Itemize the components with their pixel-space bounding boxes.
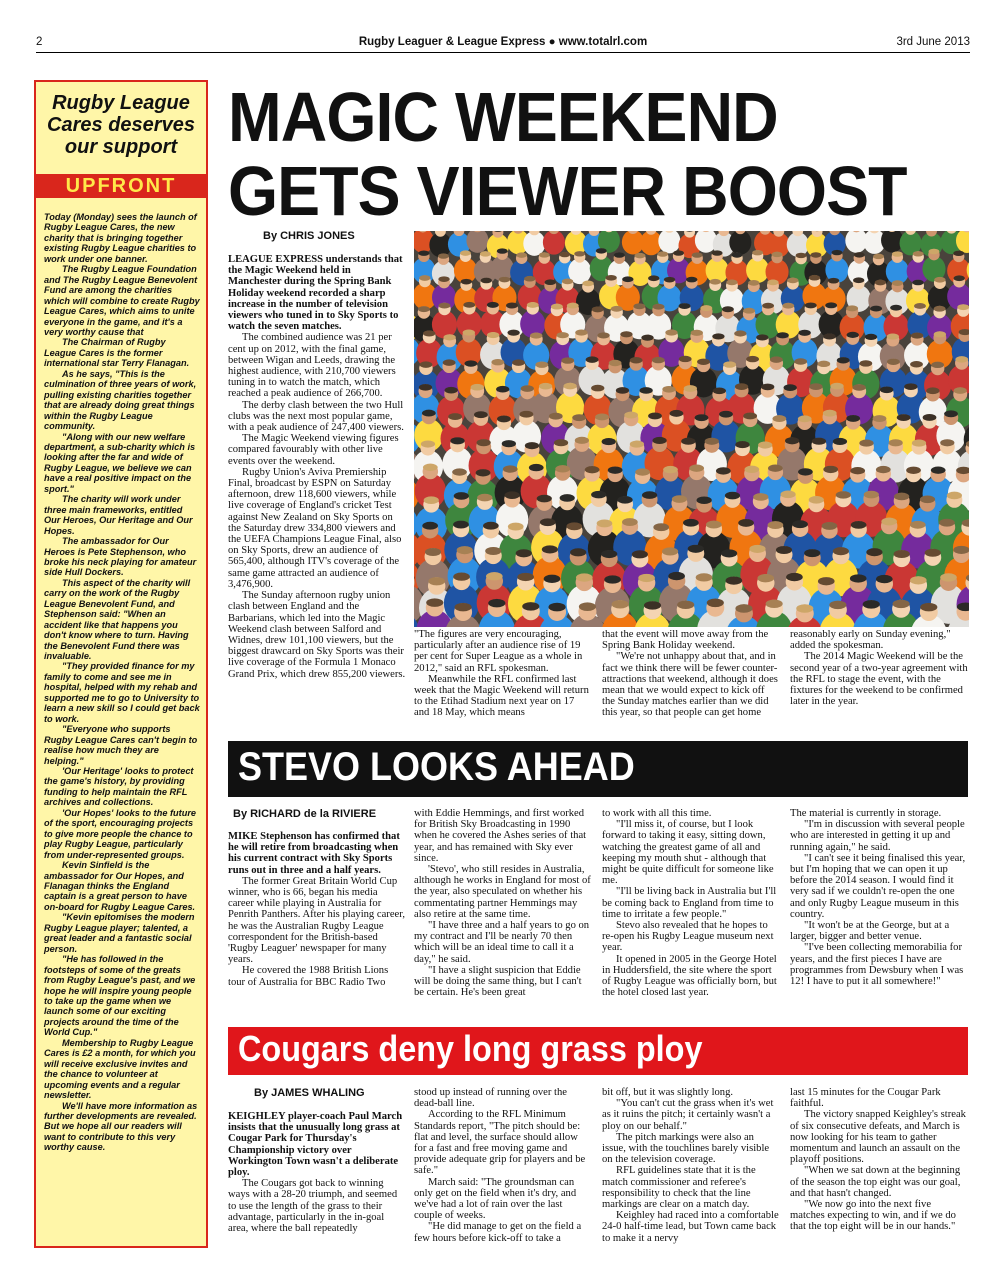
paragraph: Membership to Rugby League Cares is £2 a month, for which you will receive exclusive invites and the chance to volunteer at upcoming events and a regular newsletter. <box>44 1037 196 1101</box>
paragraph: The former Great Britain World Cup winner, who is 66, began his media career while playing in Australia for Penrith Panthers. After his playing career, he was the Australian Rugby League correspondent for the British-based 'Rugby Leaguer' newspaper for many years. <box>228 875 405 966</box>
article2-col3 <box>602 808 780 998</box>
cougars-banner <box>228 1027 968 1075</box>
paragraph: "Along with our new welfare department, a sub-charity which is looking after the far and wide of Rugby League, we believe we can have a real positive impact on the sport." <box>44 431 196 494</box>
article1-byline: By CHRIS JONES <box>263 230 355 242</box>
paragraph: bit off, but it was slightly long. <box>602 1087 734 1098</box>
article3-col4 <box>790 1087 968 1233</box>
paragraph: The 2014 Magic Weekend will be the second year of a two-year agreement with the RFL to stage the event, with the fixtures for the weekend to be confirmed later in the year. <box>790 651 968 708</box>
paragraph: "I'll be living back in Australia but I'll be coming back to England from time to time to irritate a few people." <box>602 886 777 920</box>
paragraph: 'Our Heritage' looks to protect the game's history, by providing funding to help maintain the RFL archives and collections. <box>44 766 194 808</box>
paragraph: 'Our Hopes' looks to the future of the sport, encouraging projects to give more people the chance to play Rugby League, particularly from under-represented groups. <box>44 807 197 860</box>
paragraph: with Eddie Hemmings, and first worked for British Sky Broadcasting in 1990 when he covered the Ashes series of that year, and has remained with Sky ever since. <box>414 808 587 864</box>
article3-byline: By JAMES WHALING <box>254 1087 365 1099</box>
paragraph: This aspect of the charity will carry on the work of the Rugby League Benevolent Fund, and Stephenson said: "When an accident like that happens you don't know where to turn. Having the Benevolent Fund there was invaluable. <box>44 577 191 662</box>
stevo-headline: STEVO LOOKS AHEAD <box>238 745 635 789</box>
paragraph: to work with all this time. <box>602 808 712 819</box>
headline-line-1: MAGIC WEEKEND <box>228 78 778 156</box>
paragraph: 'Stevo', who still resides in Australia, although he works in England for most of the year, also speculated on whether his commentating partner Hemmings may also retire at the same time. <box>414 864 591 920</box>
headline-line-2: GETS VIEWER BOOST <box>228 152 907 230</box>
paragraph: stood up instead of running over the dead-ball line. <box>414 1087 567 1110</box>
upfront-label: UPFRONT <box>34 174 208 198</box>
sidebar-title: Rugby League Cares deserves our support <box>47 92 195 158</box>
paragraph: He covered the 1988 British Lions tour of Australia for BBC Radio Two <box>228 965 389 988</box>
article1-col4 <box>790 629 968 707</box>
paragraph: "We're not unhappy about that, and in fact we think there will be fewer counter-attractions that weekend, although it does mean that we would expect to kick off the Sunday matches earlier than we did this year, so that people can get home <box>602 651 778 719</box>
paragraph: "I'm in discussion with several people who are interested in getting it up and running again," he said. <box>790 819 965 853</box>
paragraph: According to the RFL Minimum Standards report, "The pitch should be: flat and level, the surface should allow for a fast and free moving game and provide adequate grip for players and be safe." <box>414 1109 586 1177</box>
issue-date: 3rd June 2013 <box>896 36 970 48</box>
article1-col3 <box>602 629 780 719</box>
paragraph: last 15 minutes for the Cougar Park faithful. <box>790 1087 941 1110</box>
paragraph: "I'll miss it, of course, but I look forward to taking it easy, sitting down, watching the greatest game of all and keeping my mouth shut - although that might be quite difficult for someone like me. <box>602 819 774 887</box>
article1-col1-body <box>228 332 406 679</box>
paragraph: "I have three and a half years to go on my contract and I'll be nearly 70 then which will be an ideal time to call it a day," he said. <box>414 920 590 965</box>
paragraph: March said: "The groundsman can only get on the field when it's dry, and we've had a lot of rain over the last couple of weeks. <box>414 1176 577 1222</box>
article1-col2 <box>414 629 592 719</box>
paragraph: It opened in 2005 in the George Hotel in Huddersfield, the site where the sport of Rugby League was officially born, but the hotel closed last year. <box>602 953 777 999</box>
paragraph: Today (Monday) sees the launch of Rugby League Cares, the new charity that is bringing together existing Rugby League charities to work under one banner. <box>44 212 197 264</box>
paragraph: "When we sat down at the beginning of the season the top eight was our goal, and that hasn't changed. <box>790 1165 961 1199</box>
paragraph: "I have a slight suspicion that Eddie will be doing the same thing, but I can't be certain. He's been great <box>414 964 582 999</box>
article2-col4 <box>790 808 968 987</box>
paragraph: "They provided finance for my family to come and see me in hospital, helped with my rehab and supported me to go to University to learn a new skill so I could get back to work. <box>44 661 200 724</box>
crowd-photo-image <box>414 231 969 627</box>
article2-col1 <box>228 831 406 988</box>
paragraph: "We now go into the next five matches expecting to win, and if we do that the top eight will be in our hands." <box>790 1199 956 1233</box>
paragraph: "Everyone who supports Rugby League Cares can't begin to realise how much they are helping." <box>44 724 198 766</box>
paragraph: We'll have more information as further developments are revealed. But we hope all our readers will want to contribute to this very worthy cause. <box>44 1100 198 1153</box>
paragraph: "The figures are very encouraging, particularly after an audience rise of 19 per cent for Super League as a whole in 2012," said an RFL spokesman. <box>414 629 583 674</box>
paragraph: that the event will move away from the Spring Bank Holiday weekend. <box>602 629 769 652</box>
paragraph: "He has followed in the footsteps of some of the greats from Rugby League's past, and we hope he will inspire young people to take up the game when we launch some of our exciting projects around the time of the World Cup." <box>44 954 196 1038</box>
paragraph: The derby clash between the two Hull clubs was the next most popular game, with a peak audience of 247,400 viewers. <box>228 399 404 434</box>
paragraph: Keighley had raced into a comfortable 24-0 half-time lead, but Town came back to make it a nervy <box>602 1210 779 1244</box>
paragraph: The Magic Weekend viewing figures compared favourably with other live events over the weekend. <box>228 433 399 467</box>
paragraph: RFL guidelines state that it is the match commissioner and referee's responsibility to check that the line markings are clear on a match day. <box>602 1165 756 1211</box>
article1-lead: LEAGUE EXPRESS understands that the Magic Weekend held in Manchester during the Spring Bank Holiday weekend recorded a sharp increase in the number of television viewers who tuned in to Sky Sports to watch the seven matches. <box>228 254 403 333</box>
article3-col1 <box>228 1111 406 1234</box>
paragraph: The pitch markings were also an issue, with the touchlines barely visible on the television coverage. <box>602 1131 770 1166</box>
header-rule <box>36 52 970 53</box>
paragraph: The Cougars got back to winning ways with a 28-20 triumph, and seemed to use the length of the grass to their advantage, particularly in the in-goal area, where the ball repeatedly <box>228 1178 398 1235</box>
paragraph: "I've been collecting memorabilia for years, and the first pieces I have are programmes from Dewsbury when I was 12! I have to put it all somewhere!" <box>790 942 964 988</box>
page-header <box>36 30 970 52</box>
paragraph: reasonably early on Sunday evening," added the spokesman. <box>790 629 951 652</box>
paragraph: "You can't cut the grass when it's wet as it ruins the pitch; it certainly wasn't a ploy on our behalf." <box>602 1098 774 1132</box>
paragraph: The Rugby League Foundation and The Rugby League Benevolent Fund are among the charities which will combine to create Rugby League Cares, which aims to unite everyone in the game, and it's a very worthy cause that <box>44 264 200 337</box>
paragraph: Meanwhile the RFL confirmed last week that the Magic Weekend will return to the Etihad Stadium next year on 17 and 18 May, which means <box>414 673 589 719</box>
paragraph: "Kevin epitomises the modern Rugby League player; talented, a great leader and a fantastic social person. <box>44 912 195 954</box>
cougars-headline: Cougars deny long grass ploy <box>238 1028 703 1069</box>
upfront-sidebar <box>34 80 208 1248</box>
paragraph: The charity will work under three main frameworks, entitled Our Heroes, Our Heritage and Our Hopes. <box>44 494 193 536</box>
paragraph: The material is currently in storage. <box>790 808 942 819</box>
paragraph: Kevin Sinfield is the ambassador for Our Hopes, and Flanagan thinks the England captain is a great person to have on-board for Rugby League Cares. <box>44 860 196 912</box>
article3-col3 <box>602 1087 780 1244</box>
article1-col1 <box>228 254 406 680</box>
article2-lead: MIKE Stephenson has confirmed that he will retire from broadcasting when his current contract with Sky Sports runs out in three and a half years. <box>228 831 400 876</box>
paragraph: As he says, "This is the culmination of three years of work, pulling existing charities together that are already doing great things within the Rugby League community. <box>44 368 197 432</box>
paragraph: The ambassador for Our Heroes is Pete Stephenson, who broke his neck playing for amateur side Hull Dockers. <box>44 536 197 578</box>
page-number: 2 <box>36 36 43 48</box>
paragraph: The Sunday afternoon rugby union clash between England and the Barbarians, which led into the Magic Weekend clash between Salford and Widnes, drew 101,100 viewers, but the biggest drawcard on Sky Sports was their live coverage of the Formula 1 Monaco Grand Prix, which drew 855,200 viewers. <box>228 590 406 680</box>
article3-col2 <box>414 1087 592 1244</box>
paragraph: The combined audience was 21 per cent up on 2012, with the final game, between Wigan and Leeds, drawing the highest audience, with 210,700 viewers tuning in to watch the match, which reached a peak audience of 266,700. <box>228 332 396 400</box>
paragraph: "I can't see it being finalised this year, but I'm hoping that we can open it up before the 2014 season. I would find it very sad if we couldn't re-open the one and only Rugby League museum in this country. <box>790 852 966 920</box>
sidebar-body <box>44 212 200 1153</box>
article2-col2 <box>414 808 592 998</box>
crowd-photo <box>414 231 969 627</box>
main-headline <box>228 78 909 230</box>
paragraph: The Chairman of Rugby League Cares is the former international star Terry Flanagan. <box>44 337 190 369</box>
paragraph: The victory snapped Keighley's streak of six consecutive defeats, and March is now looking for his team to gather momentum and launch an assault on the playoff positions. <box>790 1109 966 1166</box>
paragraph: Stevo also revealed that he hopes to re-open his Rugby League museum next year. <box>602 920 774 954</box>
paragraph: "It won't be at the George, but at a larger, bigger and better venue. <box>790 920 950 943</box>
article3-lead: KEIGHLEY player-coach Paul March insists that the unusually long grass at Cougar Park for Thursday's Championship victory over Workington Town wasn't a deliberate ploy. <box>228 1111 403 1179</box>
publication-line: Rugby Leaguer & League Express ● www.totalrl.com <box>358 36 648 48</box>
article2-byline: By RICHARD de la RIVIERE <box>233 808 377 820</box>
paragraph: "He did manage to get on the field a few hours before kick-off to take a <box>414 1221 582 1244</box>
stevo-banner <box>228 741 968 797</box>
paragraph: Rugby Union's Aviva Premiership Final, broadcast by ESPN on Saturday afternoon, drew 118,600 viewers, while live coverage of England's cricket Test against New Zealand on Sky Sports on the Saturday drew 334,800 viewers and the UEFA Champions League Final, also on Sky Sports, drew an audience of 565,400, although ITV's coverage of the same game attracted an audience of 3,476,900. <box>228 466 402 590</box>
